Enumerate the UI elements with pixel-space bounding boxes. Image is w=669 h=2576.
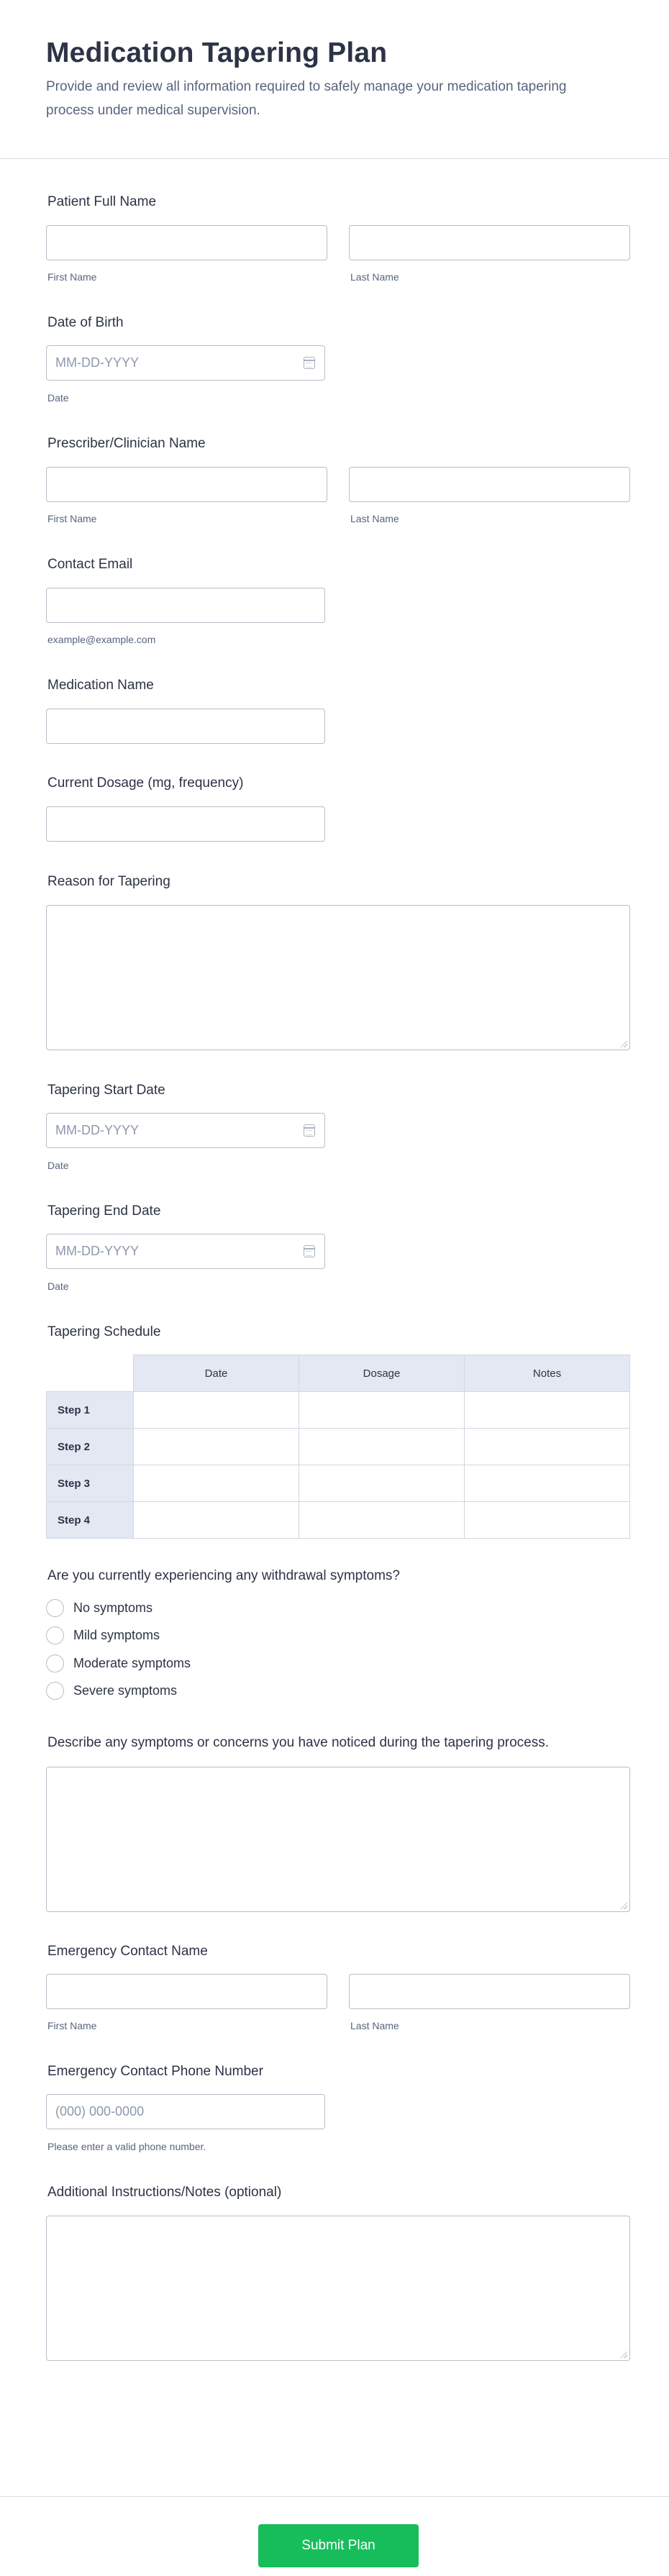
- end-date-input[interactable]: [46, 1234, 325, 1269]
- medication-name-label: Medication Name: [47, 678, 154, 693]
- withdrawal-label: Are you currently experiencing any withdrawal symptoms?: [47, 1568, 400, 1583]
- emergency-phone-label: Emergency Contact Phone Number: [47, 2064, 263, 2079]
- emergency-name-label: Emergency Contact Name: [47, 1944, 208, 1959]
- radio-button[interactable]: [46, 1599, 64, 1617]
- emergency-first-name-input[interactable]: [46, 1974, 327, 2009]
- start-date-input[interactable]: [46, 1113, 325, 1148]
- schedule-row-header: Step 2: [47, 1429, 134, 1465]
- schedule-row-header: Step 1: [47, 1392, 134, 1429]
- schedule-row-header: Step 4: [47, 1502, 134, 1539]
- dob-input[interactable]: [46, 345, 325, 381]
- radio-label[interactable]: No symptoms: [73, 1601, 153, 1615]
- emergency-first-name-sublabel: First Name: [47, 2020, 97, 2031]
- emergency-last-name-sublabel: Last Name: [350, 2020, 399, 2031]
- current-dosage-input[interactable]: [46, 806, 325, 842]
- resize-handle-icon[interactable]: [621, 1041, 627, 1047]
- patient-last-name-input[interactable]: [349, 225, 630, 260]
- dob-placeholder: MM-DD-YYYY: [55, 355, 139, 370]
- radio-label[interactable]: Mild symptoms: [73, 1628, 160, 1642]
- table-row: [47, 1429, 630, 1465]
- current-dosage-label: Current Dosage (mg, frequency): [47, 775, 244, 791]
- schedule-header-row: [47, 1355, 630, 1392]
- schedule-cell-input[interactable]: [465, 1502, 630, 1539]
- schedule-row-header: Step 3: [47, 1465, 134, 1502]
- dob-sublabel: Date: [47, 392, 69, 404]
- schedule-cell-input[interactable]: [465, 1429, 630, 1465]
- form-header: [0, 0, 669, 159]
- reason-label: Reason for Tapering: [47, 874, 170, 889]
- prescriber-first-name-input[interactable]: [46, 467, 327, 502]
- form-title: Medication Tapering Plan: [46, 37, 388, 68]
- calendar-icon[interactable]: [304, 1124, 315, 1137]
- form-description: Provide and review all information required to safely manage your medication tapering process under medical supervision.: [46, 79, 567, 118]
- form-footer: [0, 2496, 669, 2576]
- end-date-label: Tapering End Date: [47, 1203, 161, 1219]
- table-row: [47, 1465, 630, 1502]
- start-date-placeholder: MM-DD-YYYY: [55, 1123, 139, 1137]
- table-row: [47, 1392, 630, 1429]
- prescriber-first-name-sublabel: First Name: [47, 513, 97, 524]
- radio-button[interactable]: [46, 1655, 64, 1672]
- dob-label: Date of Birth: [47, 315, 124, 330]
- schedule-label: Tapering Schedule: [47, 1324, 161, 1339]
- medication-name-input[interactable]: [46, 709, 325, 744]
- radio-label[interactable]: Moderate symptoms: [73, 1656, 191, 1670]
- schedule-cell-input[interactable]: [299, 1502, 465, 1539]
- patient-name-label: Patient Full Name: [47, 194, 157, 209]
- submit-button[interactable]: Submit Plan: [258, 2524, 419, 2567]
- schedule-column-header: Date: [134, 1355, 299, 1392]
- contact-email-label: Contact Email: [47, 557, 133, 572]
- calendar-icon[interactable]: [304, 1245, 315, 1257]
- schedule-cell-input[interactable]: [465, 1392, 630, 1429]
- resize-handle-icon[interactable]: [621, 1903, 627, 1909]
- schedule-cell-input[interactable]: [299, 1465, 465, 1502]
- patient-first-name-sublabel: First Name: [47, 271, 97, 283]
- schedule-cell-input[interactable]: [465, 1465, 630, 1502]
- schedule-column-header: Notes: [465, 1355, 630, 1392]
- emergency-phone-sublabel: Please enter a valid phone number.: [47, 2141, 206, 2152]
- schedule-cell-input[interactable]: [134, 1392, 299, 1429]
- end-date-placeholder: MM-DD-YYYY: [55, 1244, 139, 1258]
- end-date-sublabel: Date: [47, 1280, 69, 1292]
- schedule-cell-input[interactable]: [134, 1465, 299, 1502]
- prescriber-last-name-input[interactable]: [349, 467, 630, 502]
- patient-first-name-input[interactable]: [46, 225, 327, 260]
- schedule-cell-input[interactable]: [134, 1429, 299, 1465]
- emergency-phone-placeholder: (000) 000-0000: [55, 2104, 145, 2118]
- calendar-icon[interactable]: [304, 357, 315, 369]
- emergency-phone-input[interactable]: [46, 2094, 325, 2129]
- resize-handle-icon[interactable]: [621, 2352, 627, 2358]
- radio-label[interactable]: Severe symptoms: [73, 1683, 178, 1698]
- notes-textarea[interactable]: [46, 2216, 630, 2361]
- prescriber-last-name-sublabel: Last Name: [350, 513, 399, 524]
- schedule-cell-input[interactable]: [299, 1392, 465, 1429]
- patient-last-name-sublabel: Last Name: [350, 271, 399, 283]
- schedule-column-header: Dosage: [299, 1355, 465, 1392]
- schedule-cell-input[interactable]: [299, 1429, 465, 1465]
- schedule-cell-input[interactable]: [134, 1502, 299, 1539]
- contact-email-input[interactable]: [46, 588, 325, 623]
- radio-button[interactable]: [46, 1626, 64, 1644]
- notes-label: Additional Instructions/Notes (optional): [47, 2185, 282, 2200]
- emergency-last-name-input[interactable]: [349, 1974, 630, 2009]
- schedule-corner-cell: [47, 1355, 134, 1392]
- reason-textarea[interactable]: [46, 905, 630, 1050]
- prescriber-name-label: Prescriber/Clinician Name: [47, 436, 206, 451]
- symptoms-label: Describe any symptoms or concerns you have noticed during the tapering process.: [47, 1735, 550, 1750]
- contact-email-sublabel: example@example.com: [47, 634, 156, 645]
- symptoms-textarea[interactable]: [46, 1767, 630, 1912]
- start-date-label: Tapering Start Date: [47, 1083, 165, 1098]
- table-row: [47, 1502, 630, 1539]
- start-date-sublabel: Date: [47, 1160, 69, 1171]
- schedule-table: [46, 1355, 630, 1539]
- radio-button[interactable]: [46, 1682, 64, 1700]
